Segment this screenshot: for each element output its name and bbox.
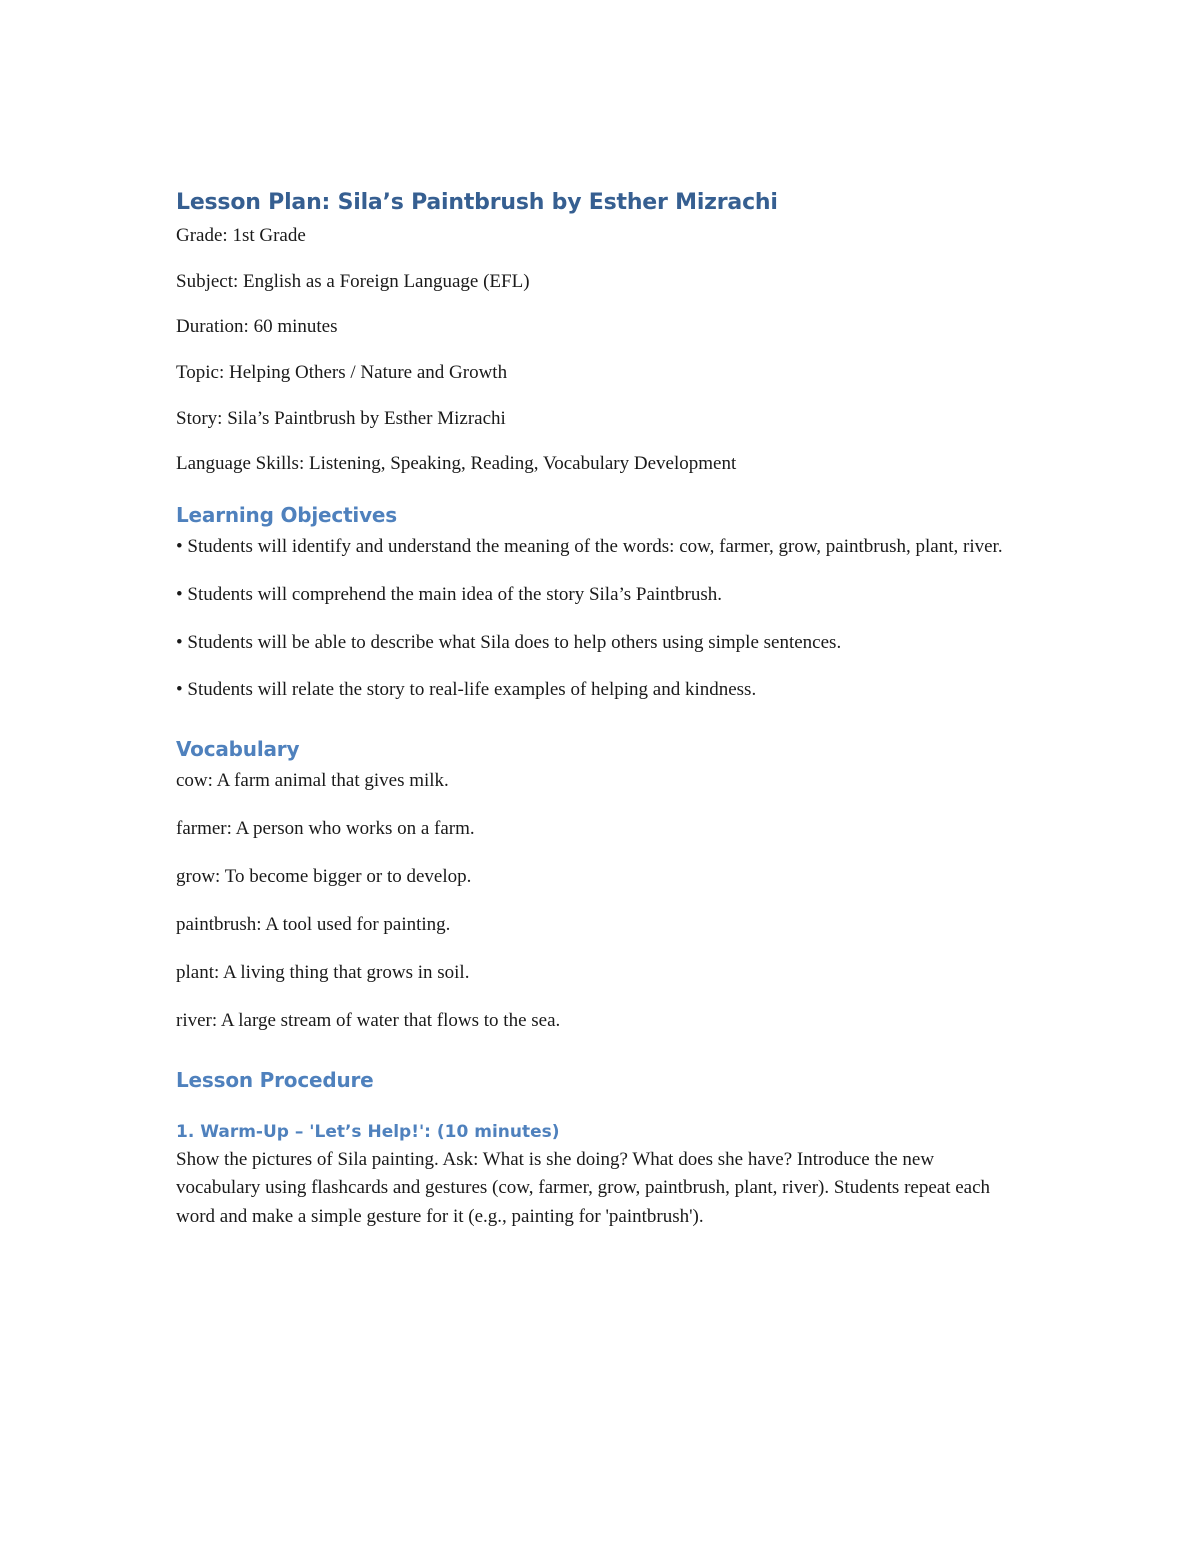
meta-story: Story: Sila’s Paintbrush by Esther Mizrachi — [176, 407, 506, 429]
vocabulary-item: farmer: A person who works on a farm. — [176, 818, 475, 840]
objective-item: • Students will identify and understand the meaning of the words: cow, farmer, grow, paintbrush, plant, river. — [176, 535, 1003, 557]
meta-topic: Topic: Helping Others / Nature and Growth — [176, 361, 508, 383]
meta-subject: Subject: English as a Foreign Language (EFL) — [176, 270, 530, 292]
procedure-step-text: Show the pictures of Sila painting. Ask: What is she doing? What does she have? Introduce the new vocabulary using flashcards and gestures (cow, farmer, grow, paintbrush, plant, river). Students repeat each word and make a simple gesture for it (e.g., painting for 'paintbrush'). — [176, 1148, 991, 1228]
document-title: Lesson Plan: Sila’s Paintbrush by Esther Mizrachi — [176, 190, 778, 215]
procedure-heading: Lesson Procedure — [176, 1067, 374, 1092]
vocabulary-item: river: A large stream of water that flows to the sea. — [176, 1009, 561, 1031]
meta-language-skills: Language Skills: Listening, Speaking, Reading, Vocabulary Development — [176, 453, 737, 475]
lesson-meta — [176, 223, 1016, 477]
procedure-step-title: 1. Warm-Up – 'Let’s Help!': (10 minutes) — [176, 1121, 560, 1142]
objectives-list — [176, 533, 1016, 706]
vocabulary-list — [176, 767, 1016, 1035]
vocabulary-item: paintbrush: A tool used for painting. — [176, 913, 451, 935]
vocabulary-heading: Vocabulary — [176, 737, 300, 762]
objective-item: • Students will comprehend the main idea of the story Sila’s Paintbrush. — [176, 583, 722, 605]
procedure-step — [176, 1122, 1016, 1233]
meta-duration: Duration: 60 minutes — [176, 316, 338, 338]
meta-grade: Grade: 1st Grade — [176, 225, 306, 246]
objective-item: • Students will relate the story to real-life examples of helping and kindness. — [176, 679, 757, 701]
objectives-heading: Learning Objectives — [176, 502, 397, 527]
document-page — [176, 190, 1016, 1232]
vocabulary-item: plant: A living thing that grows in soil. — [176, 961, 470, 983]
vocabulary-item: grow: To become bigger or to develop. — [176, 866, 472, 888]
objective-item: • Students will be able to describe what Sila does to help others using simple sentences. — [176, 631, 842, 653]
vocabulary-item: cow: A farm animal that gives milk. — [176, 770, 449, 792]
